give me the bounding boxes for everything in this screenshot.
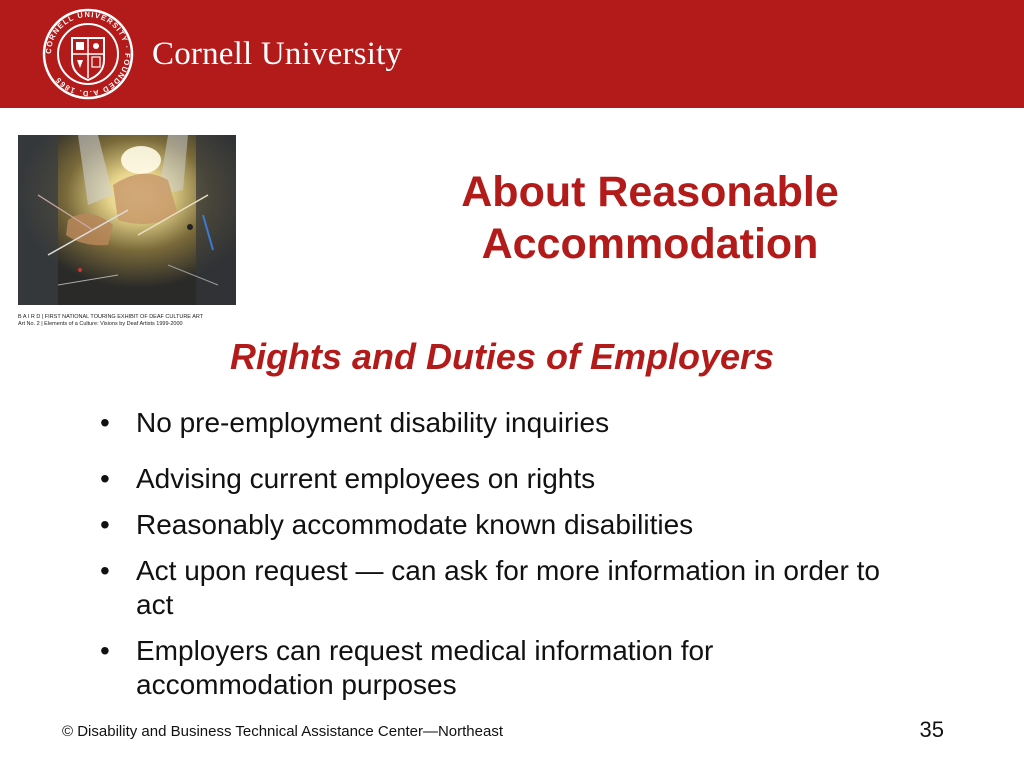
artwork-image [18, 135, 236, 305]
header-bar [0, 0, 1024, 108]
slide-subtitle: Rights and Duties of Employers [229, 336, 775, 377]
bullet-list [96, 406, 896, 714]
seal-text: CORNELL UNIVERSITY · FOUNDED A.D. 1865 [43, 9, 133, 99]
bullet-item: • No pre-employment disability inquiries [96, 406, 896, 440]
bullet-item: • Reasonably accommodate known disabilities [96, 508, 896, 542]
bullet-item: • Employers can request medical information for accommodation purposes [96, 634, 896, 702]
slide-title-line: About Reasonable [461, 168, 839, 216]
footer-copyright: © Disability and Business Technical Assistance Center—Northeast [62, 723, 503, 740]
artwork-caption-line: B A I R D | FIRST NATIONAL TOURING EXHIBIT OF DEAF CULTURE ART [18, 314, 204, 320]
page-number: 35 [919, 717, 944, 742]
bullet-item: • Advising current employees on rights [96, 462, 896, 496]
bullet-item: • Act upon request — can ask for more information in order to act [96, 554, 896, 622]
artwork-caption [18, 314, 240, 328]
cornell-seal-logo [42, 8, 134, 100]
artwork-caption-line: Art No. 2 | Elements of a Culture: Visions by Deaf Artists 1999-2000 [18, 321, 183, 327]
slide-title-line: Accommodation [481, 220, 819, 268]
brand-name: Cornell University [152, 36, 403, 72]
slide-title [360, 166, 940, 270]
